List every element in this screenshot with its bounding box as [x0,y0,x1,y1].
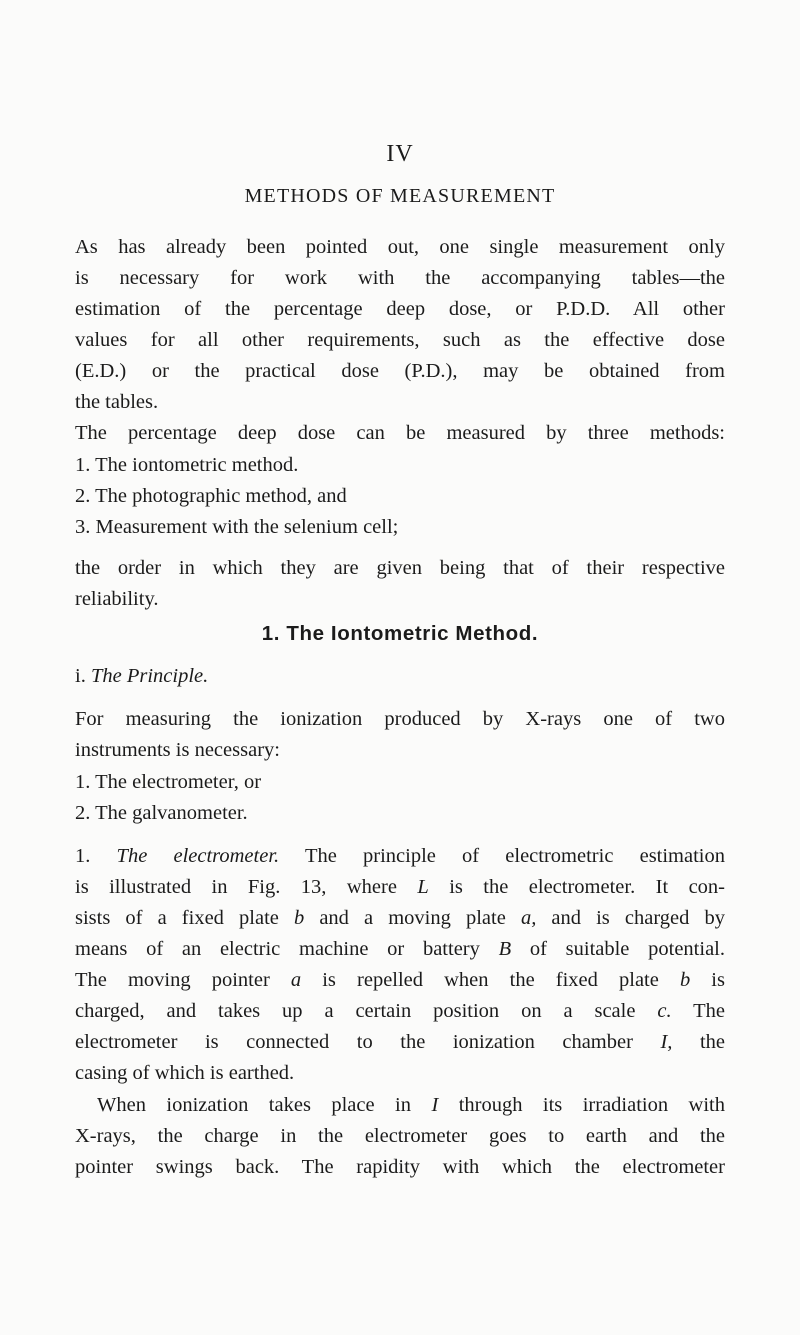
subheading-prefix: i. [75,665,86,687]
outro-text: the order in which they are given being that of their respective [75,557,725,579]
symbol-b: b [293,907,305,929]
electrometer-label-number: 1. [75,845,91,867]
electrometer-text: is repelled when the fixed plate [301,969,680,991]
para1-text: instruments is necessary: [75,739,280,761]
intro-text: is necessary for work with the accompanying tables—the [75,267,725,289]
electrometer-text: The principle of electrometric estimation [304,845,725,867]
symbol-a: a [290,969,302,991]
electrometer-text: means of an electric machine or battery [75,938,499,960]
symbol-a: a, [520,907,537,929]
intro-line-5 [0,355,800,387]
subheading [0,660,800,692]
electrometer-text: is [690,969,725,991]
intro-text: values for all other requirements, such as the effective dose [75,329,725,351]
intro-line-2 [0,262,800,294]
intro-line-4 [0,324,800,356]
electrometer-line-4 [0,933,800,965]
intro-text: (E.D.) or the practical dose (P.D.), may be obtained from [75,360,725,382]
instrument-item-1 [0,766,800,798]
instrument-item-2 [0,797,800,829]
electrometer-line-3 [0,902,800,934]
final-line-2 [0,1120,800,1152]
symbol-c: c. [657,1000,672,1022]
symbol-B: B [498,938,512,960]
electrometer-text: is illustrated in Fig. 13, where [75,876,418,898]
chapter-number: IV [386,141,414,167]
section-heading: 1. The Iontometric Method. [261,622,539,645]
electrometer-text: and is charged by [536,907,725,929]
symbol-I: I, [660,1031,673,1053]
methods-outro-line-1 [0,552,800,584]
outro-text: reliability. [75,588,159,610]
methods-outro-line-2 [0,583,800,615]
electrometer-text: casing of which is earthed. [75,1062,295,1084]
methods-intro-line [0,417,800,449]
symbol-L: L [417,876,429,898]
electrometer-line-2 [0,871,800,903]
final-text: pointer swings back. The rapidity with which the electrometer [75,1156,725,1178]
electrometer-text: The moving pointer [75,969,291,991]
final-line-3 [0,1151,800,1183]
intro-text: estimation of the percentage deep dose, or P.D.D. All other [75,298,725,320]
electrometer-text: of suitable potential. [511,938,725,960]
final-line-1 [0,1089,800,1121]
instrument-text: 1. The electrometer, or [75,771,262,793]
methods-intro-text: The percentage deep dose can be measured by three methods: [75,422,725,444]
chapter-title: METHODS OF MEASUREMENT [244,185,556,207]
para1-line-1 [0,703,800,735]
final-text: X-rays, the charge in the electrometer goes to earth and the [75,1125,725,1147]
methods-list-item-1 [0,449,800,481]
electrometer-text: the [672,1031,725,1053]
final-text: through its irradiation with [438,1094,725,1116]
instrument-text: 2. The galvanometer. [75,802,248,824]
subheading-title: The Principle. [90,665,209,687]
electrometer-line-6 [0,995,800,1027]
electrometer-text: is the electrometer. It con- [428,876,725,898]
electrometer-label-title: The electrometer. [116,845,280,867]
intro-line-6 [0,386,800,418]
electrometer-text: electrometer is connected to the ionization chamber [75,1031,661,1053]
electrometer-text: charged, and takes up a certain position on a scale [75,1000,658,1022]
symbol-b: b [679,969,691,991]
electrometer-text: and a moving plate [304,907,521,929]
electrometer-text: The [671,1000,725,1022]
electrometer-line-1 [0,840,800,872]
electrometer-line-5 [0,964,800,996]
intro-line-3 [0,293,800,325]
intro-text: As has already been pointed out, one single measurement only [75,236,725,258]
list-item-text: 2. The photographic method, and [75,485,347,507]
list-item-text: 1. The iontometric method. [75,454,299,476]
electrometer-text: sists of a fixed plate [75,907,294,929]
final-text: When ionization takes place in [97,1094,432,1116]
electrometer-line-8 [0,1057,800,1089]
intro-text: the tables. [75,391,159,413]
methods-list-item-3 [0,511,800,543]
symbol-I: I [431,1094,439,1116]
methods-list-item-2 [0,480,800,512]
intro-line-1 [0,231,800,263]
para1-text: For measuring the ionization produced by X-rays one of two [75,708,725,730]
electrometer-line-7 [0,1026,800,1058]
para1-line-2 [0,734,800,766]
list-item-text: 3. Measurement with the selenium cell; [75,516,399,538]
